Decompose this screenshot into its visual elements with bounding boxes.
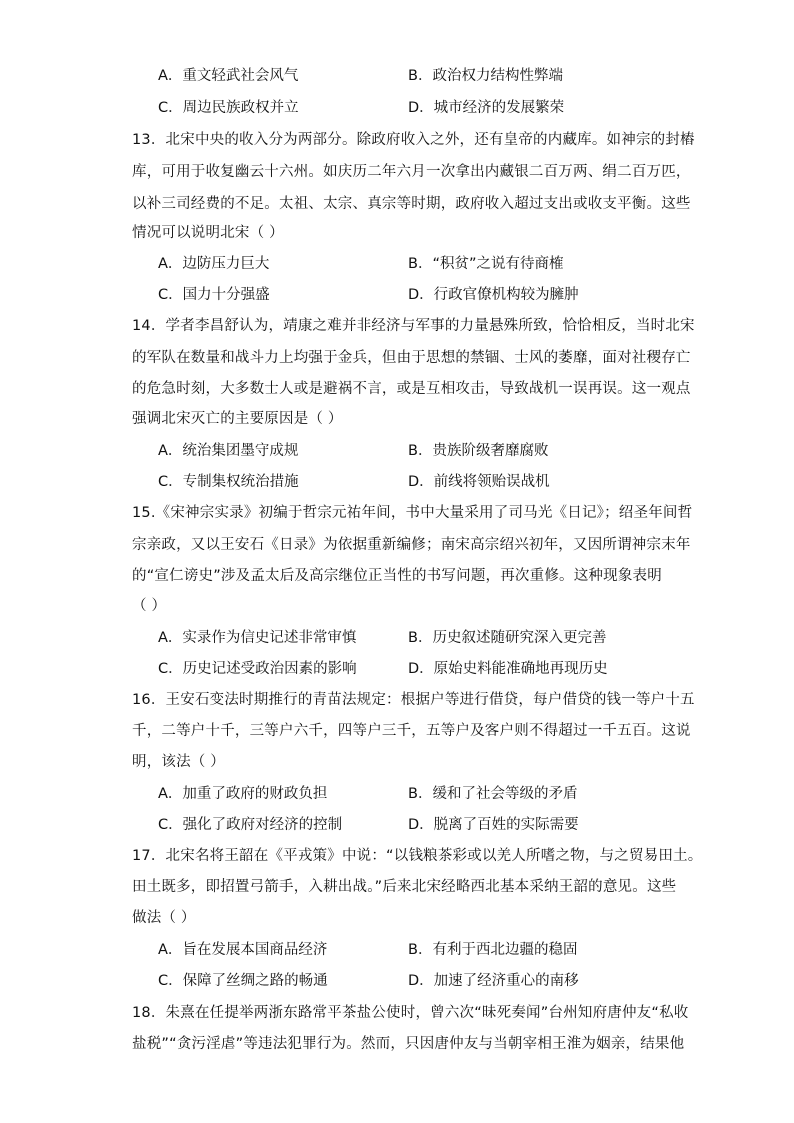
q16-option-d: D．脱离了百姓的实际需要 bbox=[408, 817, 579, 833]
q16-option-a: A．加重了政府的财政负担 bbox=[158, 786, 328, 802]
q14-option-d: D．前线将领贻误战机 bbox=[408, 474, 550, 490]
q15-option-c: C．历史记述受政治因素的影响 bbox=[158, 661, 357, 677]
q13-option-d: D．行政官僚机构较为臃肿 bbox=[408, 287, 579, 303]
question-13-line-1: 13．北宋中央的收入分为两部分。除政府收入之外，还有皇帝的内藏库。如神宗的封樁 bbox=[132, 132, 695, 148]
option-a: A．重文轻武社会风气 bbox=[158, 68, 299, 84]
question-13-line-2: 库，可用于收复幽云十六州。如庆历二年六月一次拿出内藏银二百万两、绢二百万匹， bbox=[132, 164, 691, 180]
q16-option-b: B．缓和了社会等级的矛盾 bbox=[408, 786, 578, 802]
question-13-line-3: 以补三司经费的不足。太祖、太宗、真宗等时期，政府收入超过支出或收支平衡。这些 bbox=[132, 196, 691, 212]
question-17-line-3: 做法（ ） bbox=[132, 910, 196, 926]
question-15-line-1: 15.《宋神宗实录》初编于哲宗元祐年间，书中大量采用了司马光《日记》；绍圣年间哲 bbox=[132, 505, 693, 521]
option-d: D．城市经济的发展繁荣 bbox=[408, 100, 565, 116]
question-18-line-1: 18．朱熹在任提举两浙东路常平茶盐公使时，曾六次“昧死奏闻”台州知府唐仲友“私收 bbox=[132, 1005, 689, 1021]
q13-option-a: A．边防压力巨大 bbox=[158, 256, 270, 272]
question-13-line-4: 情况可以说明北宋（ ） bbox=[132, 225, 284, 241]
question-14-line-4: 强调北宋灭亡的主要原因是（ ） bbox=[132, 411, 343, 427]
question-16-line-1: 16．王安石变法时期推行的青苗法规定：根据户等进行借贷，每户借贷的钱一等户十五 bbox=[132, 692, 695, 708]
option-c: C．周边民族政权并立 bbox=[158, 100, 299, 116]
question-14-line-3: 的危急时刻，大多数士人或是避祸不言，或是互相攻击，导致战机一误再误。这一观点 bbox=[132, 381, 691, 397]
question-15-line-4: （ ） bbox=[132, 598, 167, 614]
question-16-line-2: 千，二等户十千，三等户六千，四等户三千，五等户及客户则不得超过一千五百。这说 bbox=[132, 723, 691, 739]
question-14-line-2: 的军队在数量和战斗力上均强于金兵，但由于思想的禁锢、士风的萎靡，面对社稷存亡 bbox=[132, 350, 691, 366]
question-14-line-1: 14．学者李昌舒认为，靖康之难并非经济与军事的力量悬殊所致，恰恰相反，当时北宋 bbox=[132, 318, 695, 334]
question-16-line-3: 明，该法（ ） bbox=[132, 754, 226, 770]
q15-option-a: A．实录作为信史记述非常审慎 bbox=[158, 630, 357, 646]
q16-option-c: C．强化了政府对经济的控制 bbox=[158, 817, 343, 833]
q14-option-c: C．专制集权统治措施 bbox=[158, 474, 299, 490]
q15-option-d: D．原始史料能准确地再现历史 bbox=[408, 661, 608, 677]
q14-option-b: B．贵族阶级奢靡腐败 bbox=[408, 443, 549, 459]
question-17-line-1: 17．北宋名将王韶在《平戎策》中说：“以钱粮茶彩或以羌人所嗜之物，与之贸易田土。 bbox=[132, 848, 703, 864]
question-18-line-2: 盐税”“贪污淫虐”等违法犯罪行为。然而，只因唐仲友与当朝宰相王淮为姻亲，结果他 bbox=[132, 1036, 685, 1052]
question-15-line-2: 宗亲政，又以王安石《日录》为依据重新编修；南宋高宗绍兴初年，又因所谓神宗末年 bbox=[132, 537, 691, 553]
question-15-line-3: 的“宣仁谤史”涉及孟太后及高宗继位正当性的书写问题，再次重修。这种现象表明 bbox=[132, 568, 662, 584]
q13-option-b: B．“积贫”之说有待商榷 bbox=[408, 256, 564, 272]
option-b: B．政治权力结构性弊端 bbox=[408, 68, 563, 84]
q17-option-a: A．旨在发展本国商品经济 bbox=[158, 942, 328, 958]
question-17-line-2: 田土既多，即招置弓箭手，入耕出战。”后来北宋经略西北基本采纳王韶的意见。这些 bbox=[132, 879, 677, 895]
q17-option-d: D．加速了经济重心的南移 bbox=[408, 973, 579, 989]
q17-option-c: C．保障了丝绸之路的畅通 bbox=[158, 973, 328, 989]
q15-option-b: B．历史叙述随研究深入更完善 bbox=[408, 630, 607, 646]
q13-option-c: C．国力十分强盛 bbox=[158, 287, 270, 303]
q17-option-b: B．有利于西北边疆的稳固 bbox=[408, 942, 578, 958]
q14-option-a: A．统治集团墨守成规 bbox=[158, 443, 299, 459]
